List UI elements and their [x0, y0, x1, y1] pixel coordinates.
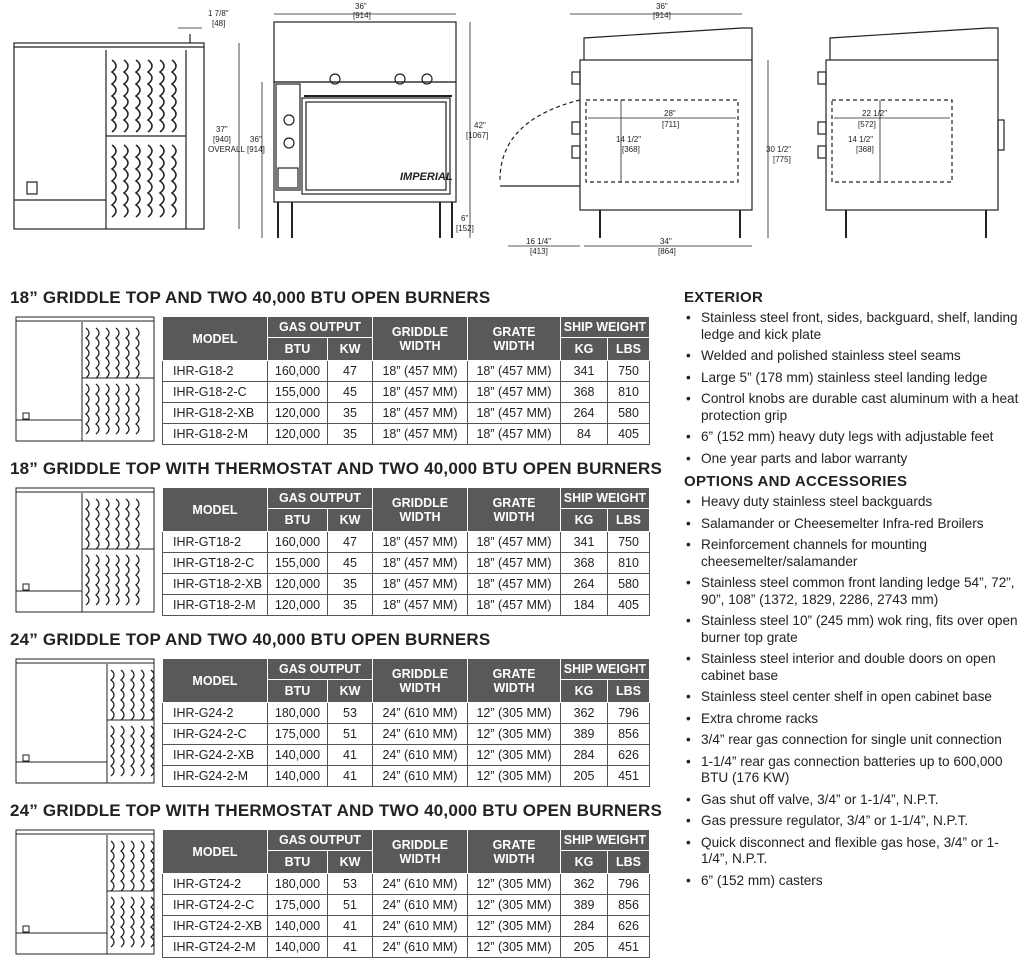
list-item: • Stainless steel 10” (245 mm) wok ring, fits over open burner top grate	[684, 613, 1024, 646]
exterior-list	[684, 310, 1024, 467]
header-lbs: LBS	[608, 680, 650, 703]
header-model: MODEL	[163, 830, 268, 874]
cell-kg: 205	[561, 766, 608, 787]
list-item: • Stainless steel front, sides, backguard, shelf, landing ledge and kick plate	[684, 310, 1024, 343]
cell-griddle-width: 18” (457 MM)	[373, 553, 468, 574]
cell-btu: 120,000	[268, 424, 328, 445]
cell-btu: 120,000	[268, 403, 328, 424]
list-item: • 1-1/4” rear gas connection batteries up to 600,000 BTU (176 KW)	[684, 754, 1024, 787]
header-ship-weight: SHIP WEIGHT	[561, 830, 650, 851]
spec-table	[162, 316, 650, 445]
dim-height-overall: 37"	[216, 125, 228, 134]
dim-door-swing-mm: [413]	[530, 247, 548, 256]
cell-griddle-width: 18” (457 MM)	[373, 424, 468, 445]
cell-lbs: 451	[608, 937, 650, 958]
cell-model: IHR-G18-2-XB	[163, 403, 268, 424]
dim-depth-mm: [864]	[658, 247, 676, 256]
header-grate-width: GRATE WIDTH	[468, 830, 561, 874]
dim-side-height-mm: [775]	[773, 155, 791, 164]
list-item: • Control knobs are durable cast aluminum with a heat protection grip	[684, 391, 1024, 424]
table-row	[163, 553, 650, 574]
product-thumbnail	[15, 658, 155, 784]
cell-kw: 35	[328, 574, 373, 595]
cell-kg: 284	[561, 745, 608, 766]
header-gas-output: GAS OUTPUT	[268, 659, 373, 680]
dim-top-ledge-mm: [48]	[212, 19, 226, 28]
cell-griddle-width: 24” (610 MM)	[373, 874, 468, 895]
product-thumbnail	[15, 487, 155, 613]
header-kg: KG	[561, 338, 608, 361]
options-heading: OPTIONS AND ACCESSORIES	[684, 473, 908, 490]
cell-btu: 120,000	[268, 595, 328, 616]
cell-grate-width: 12” (305 MM)	[468, 766, 561, 787]
spec-table	[162, 658, 650, 787]
cell-grate-width: 12” (305 MM)	[468, 895, 561, 916]
cell-grate-width: 12” (305 MM)	[468, 745, 561, 766]
section-title: 24” GRIDDLE TOP WITH THERMOSTAT AND TWO 40,000 BTU OPEN BURNERS	[10, 801, 663, 820]
cell-kg: 205	[561, 937, 608, 958]
cell-model: IHR-GT24-2-M	[163, 937, 268, 958]
dim-oven-depth-b: 22 1/2"	[862, 109, 888, 118]
product-thumbnail	[15, 316, 155, 442]
options-list	[684, 494, 1024, 889]
cell-lbs: 451	[608, 766, 650, 787]
header-griddle-width: GRIDDLE WIDTH	[373, 488, 468, 532]
cell-btu: 160,000	[268, 532, 328, 553]
cell-kg: 362	[561, 874, 608, 895]
dim-height-overall-mm: [940]	[213, 135, 231, 144]
cell-griddle-width: 18” (457 MM)	[373, 382, 468, 403]
cell-btu: 120,000	[268, 574, 328, 595]
cell-kw: 47	[328, 532, 373, 553]
header-grate-width: GRATE WIDTH	[468, 659, 561, 703]
table-row	[163, 403, 650, 424]
cell-lbs: 626	[608, 916, 650, 937]
dim-leg-height-mm: [152]	[456, 224, 474, 233]
cell-lbs: 796	[608, 874, 650, 895]
cell-lbs: 580	[608, 574, 650, 595]
cell-kg: 389	[561, 895, 608, 916]
list-item: • Welded and polished stainless steel seams	[684, 348, 1024, 365]
cell-model: IHR-GT24-2-XB	[163, 916, 268, 937]
cell-btu: 155,000	[268, 553, 328, 574]
cell-lbs: 405	[608, 595, 650, 616]
product-section	[10, 459, 675, 624]
cell-grate-width: 12” (305 MM)	[468, 916, 561, 937]
cell-model: IHR-GT18-2	[163, 532, 268, 553]
cell-grate-width: 12” (305 MM)	[468, 937, 561, 958]
section-title: 18” GRIDDLE TOP AND TWO 40,000 BTU OPEN BURNERS	[10, 288, 491, 307]
cell-kw: 35	[328, 424, 373, 445]
table-row	[163, 595, 650, 616]
table-row	[163, 874, 650, 895]
header-btu: BTU	[268, 680, 328, 703]
cell-kw: 53	[328, 874, 373, 895]
dim-oven-height-a: 14 1/2"	[616, 135, 642, 144]
features-column	[684, 288, 1024, 894]
table-row	[163, 724, 650, 745]
header-kg: KG	[561, 851, 608, 874]
cell-kg: 368	[561, 382, 608, 403]
cell-kg: 341	[561, 532, 608, 553]
cell-model: IHR-G24-2-XB	[163, 745, 268, 766]
cell-btu: 140,000	[268, 745, 328, 766]
header-griddle-width: GRIDDLE WIDTH	[373, 317, 468, 361]
cell-model: IHR-GT18-2-M	[163, 595, 268, 616]
dim-front-height-mm: [914]	[247, 145, 265, 154]
header-model: MODEL	[163, 488, 268, 532]
cell-griddle-width: 24” (610 MM)	[373, 895, 468, 916]
cell-lbs: 856	[608, 724, 650, 745]
cell-kw: 45	[328, 553, 373, 574]
list-item: • Stainless steel center shelf in open cabinet base	[684, 689, 1024, 706]
cell-grate-width: 18” (457 MM)	[468, 382, 561, 403]
cell-lbs: 810	[608, 382, 650, 403]
cell-lbs: 810	[608, 553, 650, 574]
product-thumbnail	[15, 829, 155, 955]
cell-model: IHR-G18-2	[163, 361, 268, 382]
product-section	[10, 801, 675, 966]
cell-griddle-width: 18” (457 MM)	[373, 595, 468, 616]
cell-btu: 140,000	[268, 766, 328, 787]
table-row	[163, 895, 650, 916]
dim-backsplash-height: 42"	[474, 121, 486, 130]
list-item: • Stainless steel interior and double doors on open cabinet base	[684, 651, 1024, 684]
cell-btu: 180,000	[268, 874, 328, 895]
cell-kg: 184	[561, 595, 608, 616]
cell-btu: 140,000	[268, 916, 328, 937]
dim-oven-height-b-mm: [368]	[856, 145, 874, 154]
cell-grate-width: 12” (305 MM)	[468, 724, 561, 745]
table-row	[163, 574, 650, 595]
front-view-drawing	[262, 14, 470, 238]
header-grate-width: GRATE WIDTH	[468, 317, 561, 361]
cell-griddle-width: 18” (457 MM)	[373, 361, 468, 382]
cell-lbs: 580	[608, 403, 650, 424]
cell-lbs: 405	[608, 424, 650, 445]
cell-model: IHR-G24-2-C	[163, 724, 268, 745]
dim-oven-height-a-mm: [368]	[622, 145, 640, 154]
cell-lbs: 750	[608, 532, 650, 553]
cell-kw: 35	[328, 403, 373, 424]
dim-side-width-mm: [914]	[653, 11, 671, 20]
cell-model: IHR-G24-2	[163, 703, 268, 724]
cell-kg: 264	[561, 574, 608, 595]
list-item: • Gas pressure regulator, 3/4” or 1-1/4”, N.P.T.	[684, 813, 1024, 830]
dim-oven-depth-a-mm: [711]	[662, 120, 680, 129]
dim-door-swing: 16 1/4"	[526, 237, 552, 246]
product-section	[10, 630, 675, 795]
header-kg: KG	[561, 680, 608, 703]
cell-grate-width: 18” (457 MM)	[468, 424, 561, 445]
brand-label: IMPERIAL	[400, 171, 453, 183]
header-kw: KW	[328, 338, 373, 361]
header-kg: KG	[561, 509, 608, 532]
dim-side-width: 36"	[656, 2, 668, 11]
dim-oven-depth-b-mm: [572]	[858, 120, 876, 129]
header-grate-width: GRATE WIDTH	[468, 488, 561, 532]
cell-grate-width: 18” (457 MM)	[468, 574, 561, 595]
list-item: • Stainless steel common front landing ledge 54”, 72”, 90”, 108” (1372, 1829, 2286, 2743 mm)	[684, 575, 1024, 608]
header-lbs: LBS	[608, 338, 650, 361]
spec-table	[162, 487, 650, 616]
table-row	[163, 532, 650, 553]
header-model: MODEL	[163, 317, 268, 361]
table-row	[163, 916, 650, 937]
cell-grate-width: 18” (457 MM)	[468, 553, 561, 574]
cell-kw: 41	[328, 937, 373, 958]
exterior-heading: EXTERIOR	[684, 289, 764, 306]
cell-btu: 180,000	[268, 703, 328, 724]
header-ship-weight: SHIP WEIGHT	[561, 488, 650, 509]
cell-griddle-width: 24” (610 MM)	[373, 724, 468, 745]
cell-btu: 140,000	[268, 937, 328, 958]
header-btu: BTU	[268, 338, 328, 361]
dim-side-height: 30 1/2"	[766, 145, 792, 154]
list-item: • Heavy duty stainless steel backguards	[684, 494, 1024, 511]
table-row	[163, 361, 650, 382]
header-gas-output: GAS OUTPUT	[268, 317, 373, 338]
dim-oven-depth-a: 28"	[664, 109, 676, 118]
cell-kg: 284	[561, 916, 608, 937]
list-item: • Extra chrome racks	[684, 711, 1024, 728]
list-item: • 6” (152 mm) casters	[684, 873, 1024, 890]
cell-griddle-width: 18” (457 MM)	[373, 574, 468, 595]
header-gas-output: GAS OUTPUT	[268, 830, 373, 851]
cell-griddle-width: 24” (610 MM)	[373, 937, 468, 958]
dim-oven-height-b: 14 1/2"	[848, 135, 874, 144]
cell-kw: 51	[328, 724, 373, 745]
cell-kg: 264	[561, 403, 608, 424]
header-lbs: LBS	[608, 851, 650, 874]
technical-drawings	[0, 0, 1029, 270]
cell-grate-width: 18” (457 MM)	[468, 403, 561, 424]
cell-btu: 175,000	[268, 724, 328, 745]
cell-kw: 35	[328, 595, 373, 616]
cell-model: IHR-GT24-2	[163, 874, 268, 895]
product-section	[10, 288, 675, 453]
top-view-drawing	[14, 28, 239, 229]
header-btu: BTU	[268, 509, 328, 532]
cell-kg: 368	[561, 553, 608, 574]
list-item: • One year parts and labor warranty	[684, 451, 1024, 468]
table-row	[163, 766, 650, 787]
cell-btu: 155,000	[268, 382, 328, 403]
cell-kw: 53	[328, 703, 373, 724]
list-item: • 3/4” rear gas connection for single unit connection	[684, 732, 1024, 749]
header-model: MODEL	[163, 659, 268, 703]
list-item: • Salamander or Cheesemelter Infra-red Broilers	[684, 516, 1024, 533]
cell-model: IHR-GT24-2-C	[163, 895, 268, 916]
header-kw: KW	[328, 851, 373, 874]
cell-kw: 41	[328, 766, 373, 787]
cell-model: IHR-G24-2-M	[163, 766, 268, 787]
dim-front-height: 36"	[250, 135, 262, 144]
header-btu: BTU	[268, 851, 328, 874]
cell-grate-width: 12” (305 MM)	[468, 874, 561, 895]
cell-kg: 362	[561, 703, 608, 724]
cell-model: IHR-G18-2-C	[163, 382, 268, 403]
cell-model: IHR-G18-2-M	[163, 424, 268, 445]
dim-depth: 34"	[660, 237, 672, 246]
cell-kg: 341	[561, 361, 608, 382]
side-view-drawing-right	[818, 28, 1004, 238]
header-kw: KW	[328, 680, 373, 703]
list-item: • 6” (152 mm) heavy duty legs with adjustable feet	[684, 429, 1024, 446]
cell-lbs: 856	[608, 895, 650, 916]
cell-kg: 389	[561, 724, 608, 745]
section-title: 24” GRIDDLE TOP AND TWO 40,000 BTU OPEN BURNERS	[10, 630, 491, 649]
cell-griddle-width: 18” (457 MM)	[373, 403, 468, 424]
cell-kw: 41	[328, 745, 373, 766]
header-ship-weight: SHIP WEIGHT	[561, 659, 650, 680]
header-ship-weight: SHIP WEIGHT	[561, 317, 650, 338]
cell-kw: 45	[328, 382, 373, 403]
cell-kw: 41	[328, 916, 373, 937]
cell-btu: 160,000	[268, 361, 328, 382]
dim-backsplash-height-mm: [1067]	[466, 131, 489, 140]
spec-table	[162, 829, 650, 958]
cell-griddle-width: 24” (610 MM)	[373, 745, 468, 766]
list-item: • Quick disconnect and flexible gas hose, 3/4” or 1-1/4”, N.P.T.	[684, 835, 1024, 868]
dim-front-width-mm: [914]	[353, 11, 371, 20]
cell-grate-width: 18” (457 MM)	[468, 532, 561, 553]
table-row	[163, 745, 650, 766]
table-row	[163, 703, 650, 724]
cell-lbs: 626	[608, 745, 650, 766]
dim-top-ledge: 1 7/8"	[208, 9, 229, 18]
table-row	[163, 937, 650, 958]
side-view-drawing-left	[500, 14, 768, 246]
table-row	[163, 382, 650, 403]
dim-overall-label: OVERALL	[208, 145, 245, 154]
cell-kw: 47	[328, 361, 373, 382]
cell-model: IHR-GT18-2-XB	[163, 574, 268, 595]
cell-grate-width: 12” (305 MM)	[468, 703, 561, 724]
cell-griddle-width: 24” (610 MM)	[373, 916, 468, 937]
list-item: • Reinforcement channels for mounting cheesemelter/salamander	[684, 537, 1024, 570]
cell-model: IHR-GT18-2-C	[163, 553, 268, 574]
cell-griddle-width: 18” (457 MM)	[373, 532, 468, 553]
header-kw: KW	[328, 509, 373, 532]
cell-lbs: 750	[608, 361, 650, 382]
cell-btu: 175,000	[268, 895, 328, 916]
cell-kw: 51	[328, 895, 373, 916]
table-row	[163, 424, 650, 445]
dim-leg-height: 6"	[461, 214, 469, 223]
dim-front-width: 36"	[355, 2, 367, 11]
cell-griddle-width: 24” (610 MM)	[373, 766, 468, 787]
header-griddle-width: GRIDDLE WIDTH	[373, 659, 468, 703]
cell-grate-width: 18” (457 MM)	[468, 361, 561, 382]
cell-lbs: 796	[608, 703, 650, 724]
section-title: 18” GRIDDLE TOP WITH THERMOSTAT AND TWO 40,000 BTU OPEN BURNERS	[10, 459, 663, 478]
header-griddle-width: GRIDDLE WIDTH	[373, 830, 468, 874]
cell-kg: 84	[561, 424, 608, 445]
header-lbs: LBS	[608, 509, 650, 532]
cell-griddle-width: 24” (610 MM)	[373, 703, 468, 724]
header-gas-output: GAS OUTPUT	[268, 488, 373, 509]
cell-grate-width: 18” (457 MM)	[468, 595, 561, 616]
list-item: • Large 5” (178 mm) stainless steel landing ledge	[684, 370, 1024, 387]
list-item: • Gas shut off valve, 3/4” or 1-1/4”, N.P.T.	[684, 792, 1024, 809]
